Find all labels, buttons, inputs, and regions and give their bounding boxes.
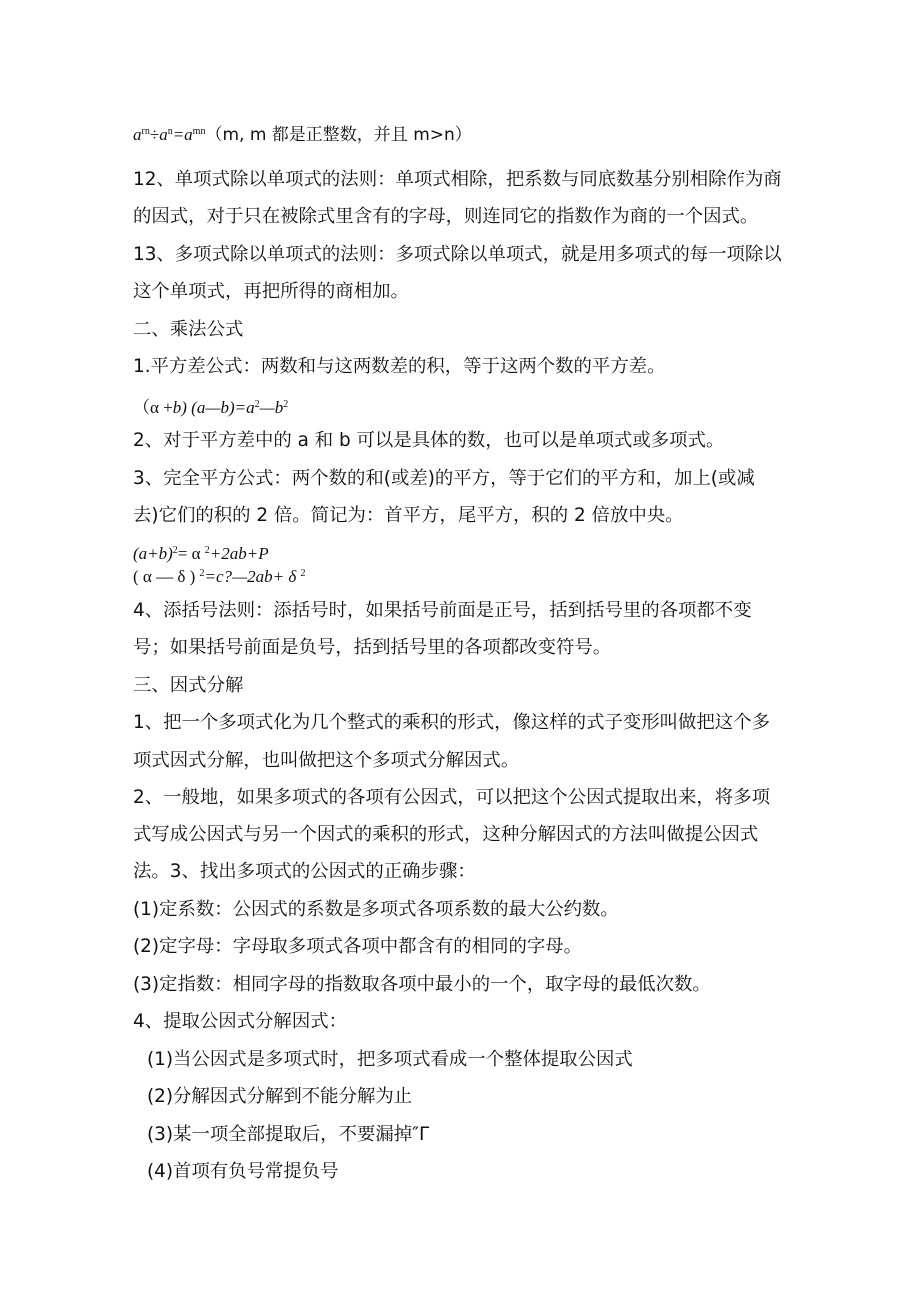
formula-division: $a^{rn}\div a^n=a^{mn}(m$, m 都是正整数，并且 m>n） <box>133 125 472 145</box>
formula-difference-of-squares: （α +b) $(a—b)=a^2—b^2$ <box>133 398 289 417</box>
text-line: 4、提取公因式分解因式： <box>133 1011 347 1032</box>
text-line: 4、添括号法则：添括号时，如果括号前面是正号，括到括号里的各项都不变 <box>133 600 752 621</box>
list-item: (1)当公因式是多项式时，把多项式看成一个整体提取公因式 <box>147 1049 633 1070</box>
list-item: (4)首项有负号常提负号 <box>147 1161 339 1182</box>
list-item: (3)某一项全部提取后，不要漏掉″Γ <box>147 1124 430 1145</box>
text-line: 的因式，对于只在被除式里含有的字母，则连同它的指数作为商的一个因式。 <box>133 206 759 227</box>
text-line: (2)定字母：字母取多项式各项中都含有的相同的字母。 <box>133 936 583 957</box>
text-line: 项式因式分解，也叫做把这个多项式分解因式。 <box>133 750 520 771</box>
text-line: 去)它们的积的 2 倍。简记为：首平方，尾平方，积的 2 倍放中央。 <box>133 505 684 526</box>
text-line: 2、一般地，如果多项式的各项有公因式，可以把这个公因式提取出来，将多项 <box>133 787 770 808</box>
text-line: 2、对于平方差中的 a 和 b 可以是具体的数，也可以是单项式或多项式。 <box>133 430 725 451</box>
text-line: 1、把一个多项式化为几个整式的乘积的形式，像这样的式子变形叫做把这个多 <box>133 712 770 733</box>
formula-square-difference: ( α — δ ) $^2$=c?—2ab+ δ $^2$ <box>133 567 306 586</box>
text-line: 13、多项式除以单项式的法则：多项式除以单项式，就是用多项式的每一项除以 <box>133 244 782 265</box>
text-line: (3)定指数：相同字母的指数取各项中最小的一个，取字母的最低次数。 <box>133 974 711 995</box>
list-item: (2)分解因式分解到不能分解为止 <box>147 1086 413 1107</box>
text-line: 号；如果括号前面是负号，括到括号里的各项都改变符号。 <box>133 637 612 658</box>
section-heading: 二、乘法公式 <box>133 319 244 340</box>
formula-square-sum: $(a+b)^2= \alpha$ $^2$+2ab+P <box>133 544 269 563</box>
text-line: 1.平方差公式：两数和与这两数差的积，等于这两个数的平方差。 <box>133 356 666 377</box>
text-line: 12、单项式除以单项式的法则：单项式相除，把系数与同底数基分别相除作为商 <box>133 169 782 190</box>
section-heading: 三、因式分解 <box>133 675 244 696</box>
text-line: 3、完全平方公式：两个数的和(或差)的平方，等于它们的平方和，加上(或减 <box>133 468 755 489</box>
text-line: 法。3、找出多项式的公因式的正确步骤： <box>133 861 476 882</box>
text-line: 这个单项式，再把所得的商相加。 <box>133 281 409 302</box>
text-line: (1)定系数：公因式的系数是多项式各项系数的最大公约数。 <box>133 899 619 920</box>
text-line: 式写成公因式与另一个因式的乘积的形式，这种分解因式的方法叫做提公因式 <box>133 824 759 845</box>
